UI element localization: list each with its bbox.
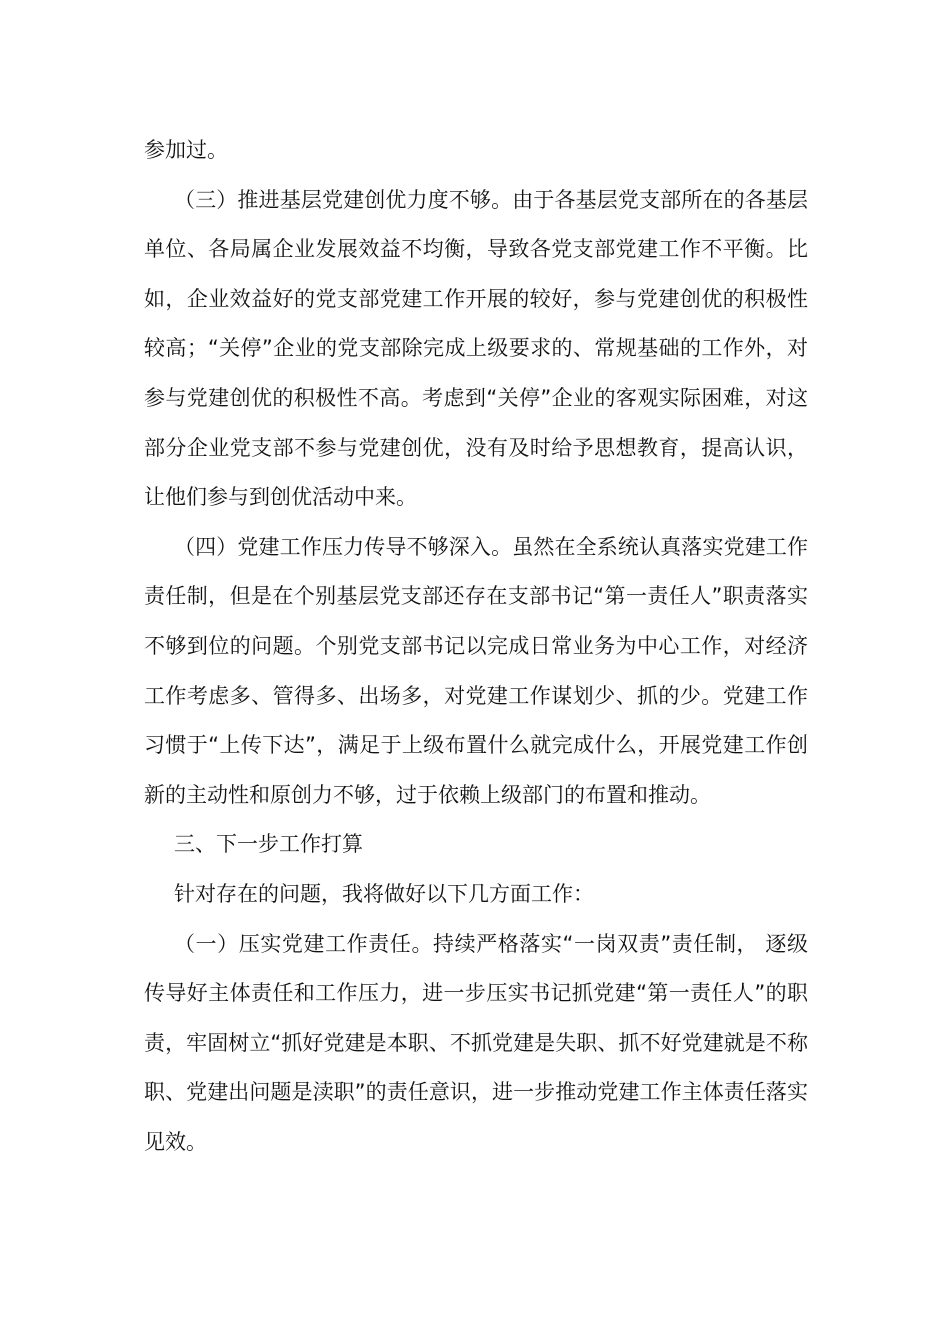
paragraph-intro-measures: 针对存在的问题，我将做好以下几方面工作： (174, 881, 594, 906)
document-body (144, 126, 808, 1167)
paragraph-measure-one: （一）压实党建工作责任。持续严格落实“一岗双责”责任制， 逐级传导好主体责任和工作压力，进一步压实书记抓党建“第一责任人”的职责，牢固树立“抓好党建是本职、不抓党建是失职、抓不好党建就是不称职、党建出问题是渎职”的责任意识，进一步推动党建工作主体责任落实见效。 (144, 931, 808, 1154)
paragraph-continuation: 参加过。 (144, 138, 228, 162)
paragraph-issue-four: （四）党建工作压力传导不够深入。虽然在全系统认真落实党建工作责任制，但是在个别基层党支部还存在支部书记“第一责任人”职责落实不够到位的问题。个别党支部书记以完成日常业务为中心工作，对经济工作考虑多、管得多、出场多，对党建工作谋划少、抓的少。党建工作习惯于“上传下达”，满足于上级布置什么就完成什么，开展党建工作创新的主动性和原创力不够，过于依赖上级部门的布置和推动。 (144, 534, 808, 807)
section-heading-next-steps: 三、下一步工作打算 (174, 832, 363, 857)
paragraph-issue-three: （三）推进基层党建创优力度不够。由于各基层党支部所在的各基层单位、各局属企业发展效益不均衡，导致各党支部党建工作不平衡。比如，企业效益好的党支部党建工作开展的较好，参与党建创优的积极性较高；“关停”企业的党支部除完成上级要求的、常规基础的工作外，对参与党建创优的积极性不高。考虑到“关停”企业的客观实际困难，对这部分企业党支部不参与党建创优，没有及时给予思想教育，提高认识，让他们参与到创优活动中来。 (144, 187, 808, 510)
